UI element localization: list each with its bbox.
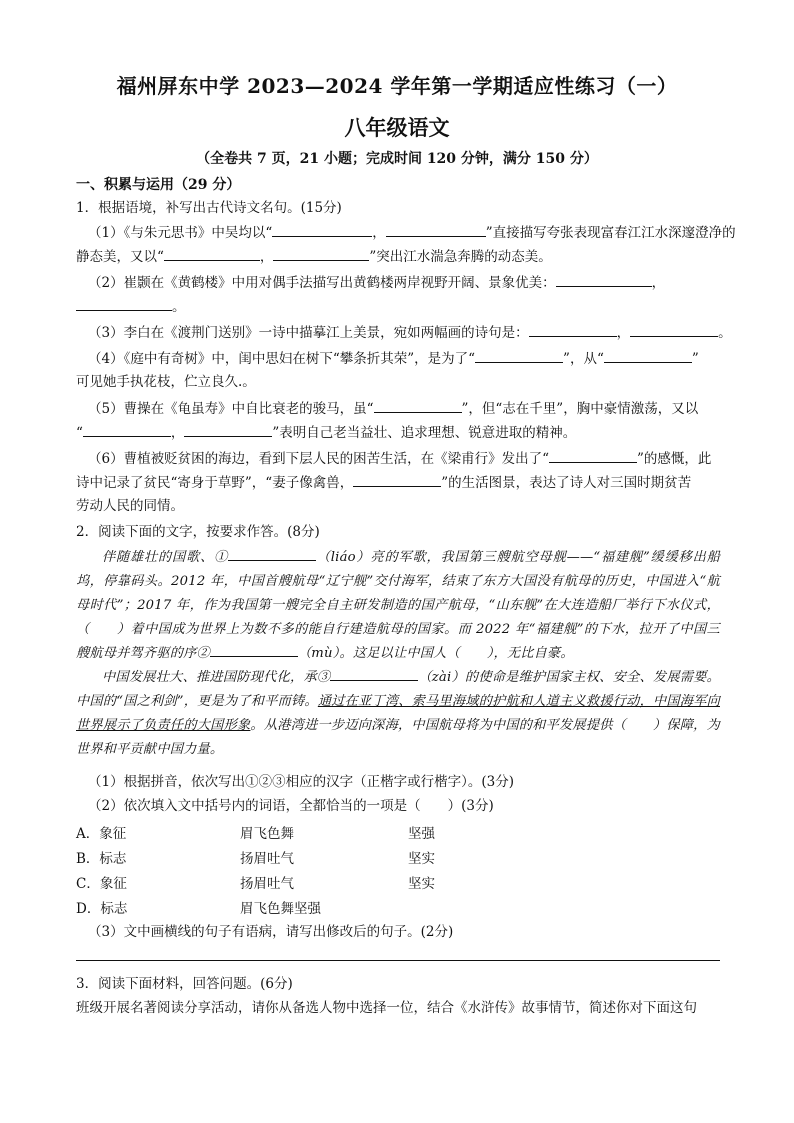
q3-text: 班级开展名著阅读分享活动，请你从备选人物中选择一位，结合《水浒传》故事情节，简述你对下面这句	[76, 1000, 697, 1016]
answer-blank[interactable]	[604, 348, 692, 363]
answer-blank[interactable]	[556, 272, 652, 287]
option-c-label[interactable]: C．象征	[76, 876, 127, 892]
q1-line-4	[76, 296, 186, 317]
exam-info: （全卷共 7 页，21 小题；完成时间 120 分钟，满分 150 分）	[196, 151, 598, 167]
passage-text: 中国发展壮大、推进国防现代化，承③	[102, 670, 331, 685]
q1-text: ”，从“	[563, 351, 604, 367]
q1-text: ，	[651, 275, 666, 291]
option-a-word-2: 眉飞色舞	[240, 826, 294, 842]
q2-sub-3: （3）文中画横线的句子有语病，请写出修改后的句子。(2分)	[88, 924, 454, 940]
passage-text: （liáo）亮的军歌，我国第三艘航空母舰——“福建舰”缓缓移出船坞，停靠码头。2012 年，中国首艘航母“辽宁舰”交付海军，结束了东方大国没有航母的历史，中国进入“航母时代”；2017 年，作为我国第一艘完全自主研发制造的国产航母，“山东舰”在大连造船厂举行下水仪式，（ ）着中国成为世界上为数不多的能自行建造航母的国家。而 2022 年“福建舰”的下水，拉开了中国三艘航母并驾齐驱的序②	[76, 550, 720, 661]
q1-text: （1）《与朱元思书》中吴均以“	[88, 225, 273, 241]
q2-paragraph-2	[76, 666, 720, 762]
q1-line-12: 劳动人民的同情。	[76, 498, 184, 514]
q1-line-5	[88, 322, 732, 343]
q1-text: （3）李白在《渡荆门送别》一诗中描摹江上美景，宛如两幅画的诗句是：	[88, 325, 529, 341]
q1-text: ”表明自己老当益壮、追求理想、锐意进取的精神。	[272, 425, 577, 441]
q1-text: 诗中记录了贫民“寄身于草野”，“妻子像禽兽，	[76, 475, 354, 491]
option-a-word-3: 坚强	[408, 826, 435, 842]
q1-line-10	[88, 448, 711, 469]
exam-title: 福州屏东中学 2023—2024 学年第一学期适应性练习（一）	[116, 74, 678, 98]
q1-text: ”的生活图景，表达了诗人对三国时期贫苦	[441, 475, 692, 491]
answer-blank[interactable]	[353, 472, 441, 487]
answer-blank[interactable]	[272, 222, 372, 237]
q1-text: （6）曹植被贬贫困的海边，看到下层人民的困苦生活，在《梁甫行》发出了“	[88, 451, 549, 467]
q1-line-2	[76, 246, 552, 267]
q1-text: 。	[172, 299, 186, 315]
q2-passage	[76, 546, 720, 762]
q1-text: “	[76, 425, 83, 441]
q1-text: ”，但“志在千里”，胸中豪情激荡，又以	[461, 401, 699, 417]
q1-text: ，	[616, 325, 631, 341]
q1-line-3	[88, 272, 665, 293]
q1-text: ”突出江水湍急奔腾的动态美。	[369, 249, 552, 265]
option-b-word-2: 扬眉吐气	[240, 851, 294, 867]
q1-line-8	[88, 398, 698, 419]
answer-blank[interactable]	[475, 348, 563, 363]
q1-text: ，	[170, 425, 185, 441]
option-c-word-3: 坚实	[408, 876, 435, 892]
q1-text: （5）曹操在《龟虽寿》中自比衰老的骏马，虽“	[88, 401, 374, 417]
q2-sub-1: （1）根据拼音，依次写出①②③相应的汉字（正楷字或行楷字）。(3分)	[88, 774, 514, 790]
answer-blank[interactable]	[164, 246, 260, 261]
option-c-word-2: 扬眉吐气	[240, 876, 294, 892]
q3-stem: 3．阅读下面材料，回答问题。(6分)	[76, 976, 293, 992]
answer-blank[interactable]	[83, 422, 171, 437]
q1-text: ，	[259, 249, 274, 265]
q1-text: （2）崔颢在《黄鹤楼》中用对偶手法描写出黄鹤楼两岸视野开阔、景象优美：	[88, 275, 556, 291]
underlined-sentence: 通过在亚丁湾、索马里海域的护航和人道主义救援行动，中国海军向世界展示了负责任的大国形象	[76, 694, 720, 733]
answer-blank[interactable]	[330, 666, 418, 681]
option-b-word-3: 坚实	[408, 851, 435, 867]
option-d-word-2: 眉飞色舞坚强	[240, 901, 321, 917]
q1-text: ，	[372, 225, 386, 241]
answer-blank[interactable]	[630, 322, 718, 337]
q1-text: ”直接描写夸张表现富春江江水深邃澄净的	[485, 225, 736, 241]
q1-stem: 1．根据语境，补写出古代诗文名句。(15分)	[76, 200, 342, 216]
q1-text: ”的感慨，此	[637, 451, 712, 467]
answer-blank[interactable]	[529, 322, 617, 337]
q1-line-7: 可见她手执花枝，伫立良久.。	[76, 374, 256, 390]
q2-paragraph-1	[76, 546, 720, 666]
q1-line-9	[76, 422, 576, 443]
answer-blank[interactable]	[228, 546, 316, 561]
answer-blank[interactable]	[76, 296, 172, 311]
q1-line-1	[88, 222, 736, 243]
option-d-label[interactable]: D．标志	[76, 901, 128, 917]
q1-line-11	[76, 472, 691, 493]
answer-blank[interactable]	[210, 642, 298, 657]
q1-line-6	[88, 348, 699, 369]
answer-blank[interactable]	[386, 222, 486, 237]
q1-text: 静态美，又以“	[76, 249, 164, 265]
passage-text: 。从港湾进一步迈向深海，中国航母将为中国的和平发展提供（ ）保障，为世界和平贡献中国力量。	[76, 718, 720, 757]
answer-blank[interactable]	[549, 448, 637, 463]
answer-blank[interactable]	[184, 422, 272, 437]
answer-line[interactable]	[76, 960, 720, 961]
passage-text: （mù）。这足以让中国人（ ），无比自豪。	[297, 646, 574, 661]
option-b-label[interactable]: B．标志	[76, 851, 127, 867]
option-a-label[interactable]: A．象征	[76, 826, 127, 842]
q1-text: （4）《庭中有奇树》中，闺中思妇在树下“攀条折其荣”，是为了“	[88, 351, 476, 367]
q1-text: ”	[691, 351, 699, 367]
passage-text: （zài）的使命是维护国家主权、安全、发展需要。中国的“国之利剑”，更是为了和平而铸。	[76, 670, 721, 709]
answer-blank[interactable]	[374, 398, 462, 413]
answer-blank[interactable]	[273, 246, 369, 261]
q2-stem: 2．阅读下面的文字，按要求作答。(8分)	[76, 524, 320, 540]
q2-sub-2: （2）依次填入文中括号内的词语，全都恰当的一项是（ ）(3分)	[88, 798, 494, 814]
q1-text: 。	[718, 325, 732, 341]
section-heading: 一、积累与运用（29 分）	[76, 177, 241, 193]
passage-text: 伴随雄壮的国歌、①	[102, 550, 229, 565]
subject-title: 八年级语文	[344, 115, 450, 140]
